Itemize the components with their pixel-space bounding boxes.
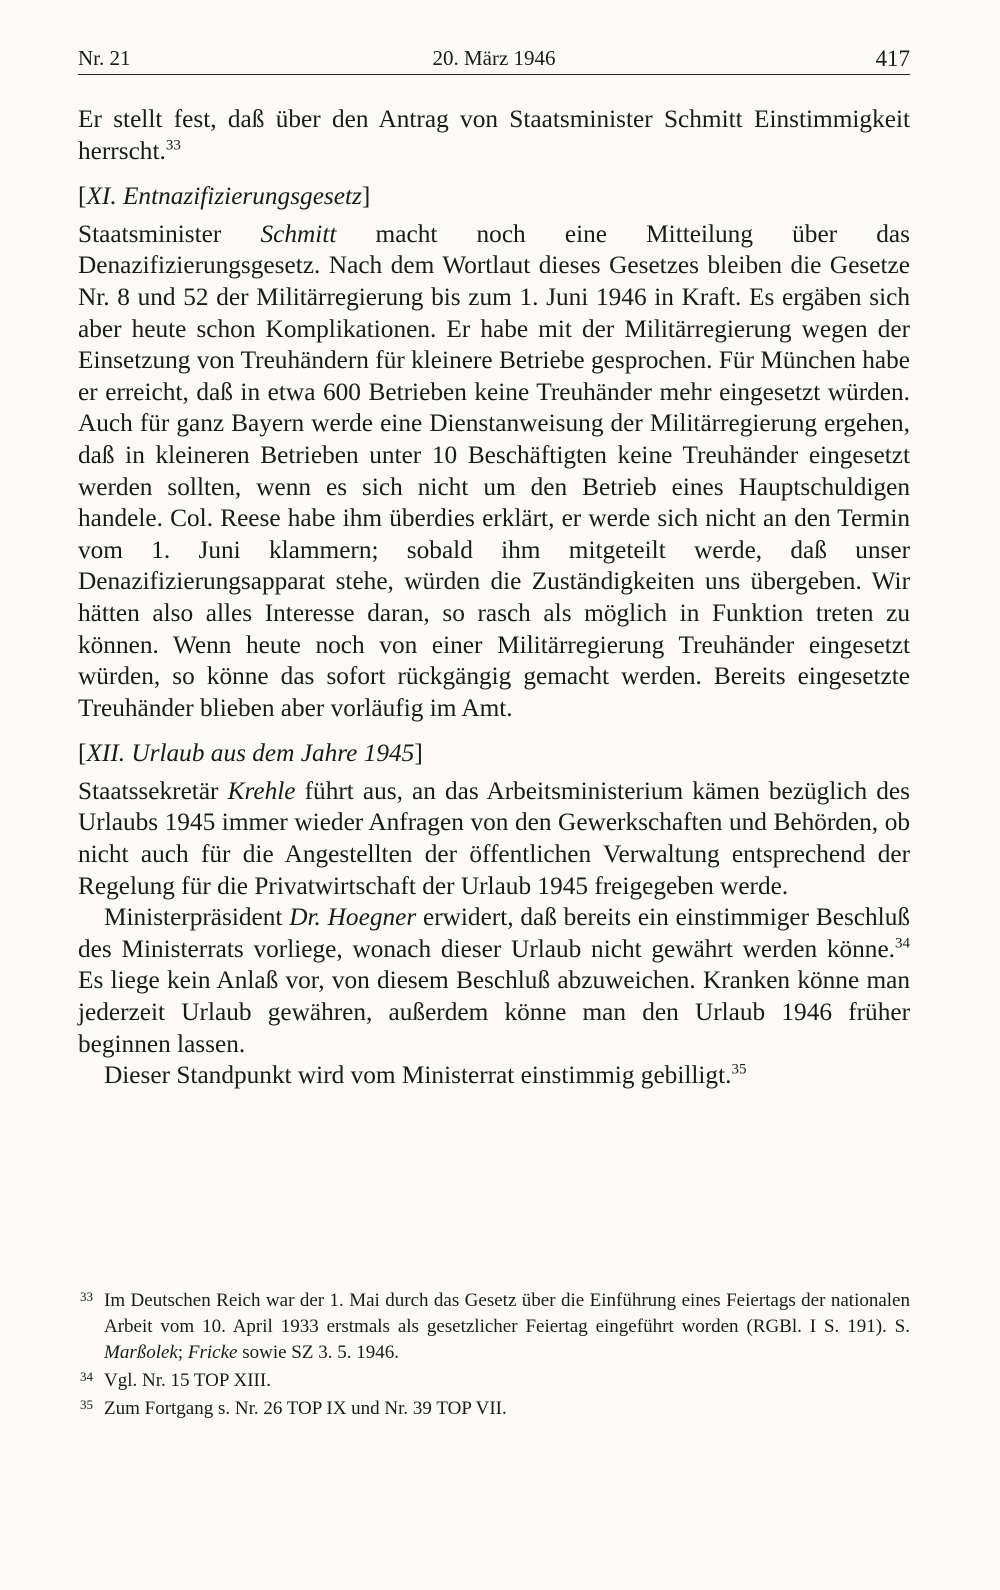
- section-heading-xii: [XII. Urlaub aus dem Jahre 1945]: [78, 739, 423, 768]
- paragraph-5: Dieser Standpunkt wird vom Ministerrat einstimmig gebilligt.$^{35}$: [104, 1061, 747, 1090]
- paragraph-4: Ministerpräsident Dr. Hoegner erwidert, daß bereits ein einstimmiger Beschluß des Ministerrats vorliege, wonach dieser Urlaub nicht gewährt werden könne.$^{34}$ Es liege kein Anlaß vor, von diesem Beschluß abzuweichen. Kranken könne man jederzeit Urlaub gewähren, außerdem könne man den Urlaub 1946 früher beginnen lassen.: [78, 903, 910, 1058]
- person-name: Schmitt: [260, 219, 337, 248]
- footnote-ref-34[interactable]: 34: [895, 935, 910, 952]
- header-date: 20. März 1946: [432, 46, 556, 70]
- document-number: Nr. 21: [78, 46, 131, 70]
- footnote-ref-35[interactable]: 35: [731, 1061, 747, 1078]
- paragraph-1: Er stellt fest, daß über den Antrag von Staatsminister Schmitt Einstimmigkeit herrscht.$^{33}$: [78, 105, 910, 165]
- footnote-number: 35: [80, 1397, 93, 1412]
- footnotes: [78, 1288, 910, 1424]
- running-header: [78, 44, 910, 75]
- person-name: Dr. Hoegner: [289, 903, 417, 932]
- footnote-number: 33: [80, 1289, 93, 1304]
- paragraph-3: Staatssekretär Krehle führt aus, an das Arbeitsministerium kämen bezüglich des Urlaubs 1945 immer wieder Anfragen von den Gewerkschaften und Behörden, ob nicht auch für die Angestellten der öffentlichen Verwaltung entsprechend der Regelung für die Privatwirtschaft der Urlaub 1945 freigegeben werde.: [78, 776, 910, 900]
- footnote-ref-33[interactable]: 33: [165, 137, 181, 154]
- section-heading-xi: [XI. Entnazifizierungsgesetz]: [78, 182, 371, 211]
- person-name: Krehle: [227, 776, 296, 805]
- body-text: [78, 104, 910, 1092]
- footnote-34: 34 Vgl. Nr. 15 TOP XIII.: [78, 1368, 910, 1394]
- footnote-33: 33 Im Deutschen Reich war der 1. Mai durch das Gesetz über die Einführung eines Feiertags der nationalen Arbeit vom 10. April 1933 erstmals als gesetzlicher Feiertag eingeführt worden (RGBl. I S. 191). S. Marßolek; Fricke sowie SZ 3. 5. 1946.: [78, 1288, 910, 1366]
- footnote-35: 35 Zum Fortgang s. Nr. 26 TOP IX und Nr. 39 TOP VII.: [78, 1396, 910, 1422]
- paragraph-2: Staatsminister Schmitt macht noch eine Mitteilung über das Denazifizierungsgesetz. Nach dem Wortlaut dieses Gesetzes bleiben die Gesetze Nr. 8 und 52 der Militärregierung bis zum 1. Juni 1946 in Kraft. Es ergäben sich aber heute schon Komplikationen. Er habe mit der Militärregierung wegen der Einsetzung von Treuhändern für kleinere Betriebe gesprochen. Für München habe er erreicht, daß in etwa 600 Betrieben keine Treuhänder mehr eingesetzt würden. Auch für ganz Bayern werde eine Dienstanweisung der Militärregierung ergehen, daß in kleineren Betrieben unter 10 Beschäftigten keine Treuhänder eingesetzt werden sollten, wenn es sich nicht um den Betrieb eines Hauptschuldigen handele. Col. Reese habe ihm überdies erklärt, er werde sich nicht an den Termin vom 1. Juni klammern; sobald ihm mitgeteilt werde, daß unser Denazifizierungsapparat stehe, würden die Zuständigkeiten uns übergeben. Wir hätten also alles Interesse daran, so rasch als möglich in Funktion treten zu können. Wenn heute noch von einer Militärregierung Treuhänder eingesetzt würden, so könne das sofort rückgängig gemacht werden. Bereits eingesetzte Treuhänder blieben aber vorläufig im Amt.: [78, 219, 910, 722]
- page-number: 417: [875, 46, 910, 71]
- footnote-number: 34: [80, 1369, 93, 1384]
